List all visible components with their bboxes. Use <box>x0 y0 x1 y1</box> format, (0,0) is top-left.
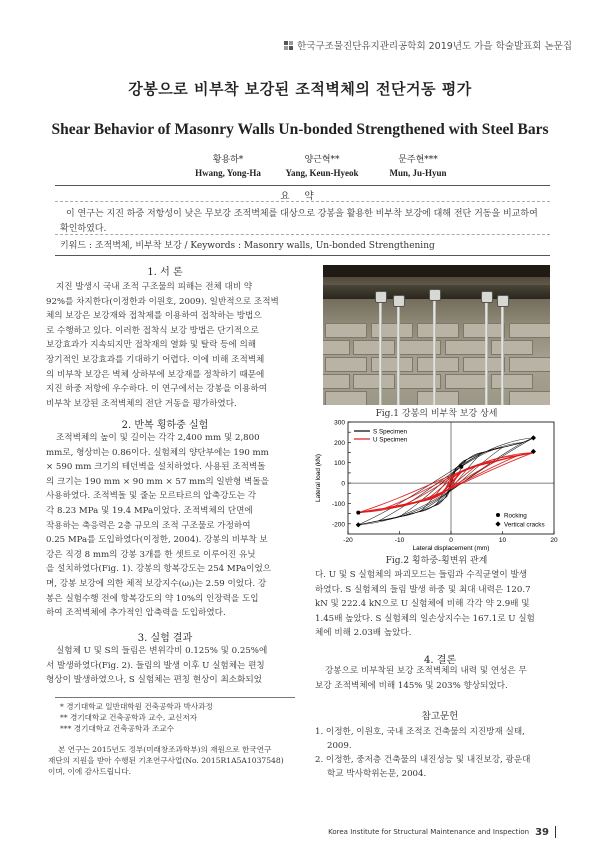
legend-rocking-icon <box>496 513 500 517</box>
s3-line: 서 발생하였다(Fig. 2). 들림의 발생 이후 U 실험체는 편칭 <box>46 660 265 671</box>
s3c-line: 1.45배 높았다. S 실험체의 일손상지수는 167.1로 U 실험 <box>315 613 535 624</box>
legend-vcrack-label: Vertical cracks <box>504 521 545 529</box>
s1-line: 92%를 차지한다(이정한과 이원호, 2009). 일반적으로 조적벽 <box>46 296 279 307</box>
legend-label: S Specimen <box>373 428 407 436</box>
y-tick-label: 200 <box>334 439 345 447</box>
s2-line: 을 설치하였다(Fig. 1). 강봉의 항복강도는 254 MPa이었으 <box>46 564 272 575</box>
abstract-text: 이 연구는 지진 하중 저항성이 낮은 무보강 조적벽체를 대상으로 강봉을 활용한 비부착 보강에 대해 전단 거동을 비교하여 확인하였다. <box>60 209 538 234</box>
s2-line: 각 8.23 MPa 및 19.4 MPa이었다. 조적벽체의 단면에 <box>46 505 253 516</box>
y-tick-label: 100 <box>334 460 345 468</box>
fn-line: *** 경기대학교 건축공학과 조교수 <box>60 724 174 733</box>
section-1-body <box>46 280 296 411</box>
s2-line: 사용하였다. 조적벽돌 및 줄눈 모르타르의 압축강도는 각 <box>46 491 257 502</box>
footnotes <box>60 701 300 734</box>
s2-line: mm로, 형상비는 0.86이다. 실험체의 양단부에는 190 mm <box>46 447 269 458</box>
author-3 <box>358 152 478 178</box>
s1-line: 보강효과가 지속되지만 접착재의 열화 및 탈락 등에 의해 <box>46 340 257 351</box>
s3c-line: 체에 비해 2.03배 높았다. <box>315 628 412 639</box>
y-tick-label: 300 <box>334 419 345 427</box>
fig1-caption: Fig.1 강봉의 비부착 보강 상세 <box>375 409 498 419</box>
abstract-dashed-rule <box>55 201 550 202</box>
s2-line: 0.25 MPa를 도입하였다(이정한, 2004). 강봉의 비부착 보 <box>46 535 268 546</box>
x-tick-label: 10 <box>498 537 507 544</box>
section-4-heading: 4. 결론 <box>423 655 457 666</box>
section-2-body <box>46 431 296 621</box>
references-list <box>315 725 571 781</box>
author-2-ko: 양근혁** <box>304 155 340 165</box>
paper-title-english: Shear Behavior of Masonry Walls Un-bonded Strengthened with Steel Bars <box>51 121 549 138</box>
s3c-line: 다. U 및 S 실험체의 파괴모드는 들림과 수직균열이 발생 <box>315 570 528 580</box>
s2-line: 작용하는 축응력은 2층 규모의 조적 구조물로 가정하여 <box>46 520 251 531</box>
x-tick-label: 0 <box>449 537 453 544</box>
journal-header-text: 한국구조물진단유지관리공학회 2019년도 가을 학술발표회 논문집 <box>297 41 572 52</box>
s2-line: 봉은 실험수행 전에 항복강도의 약 10%의 인장력을 도입 <box>46 593 259 604</box>
ack-line: 재단의 지원을 받아 수행된 기초연구사업(No. 2015R1A5A1037548) <box>48 756 284 765</box>
paper-title-korean: 강봉으로 비부착 보강된 조적벽체의 전단거동 평가 <box>128 80 472 98</box>
s2-line: 조적벽체의 높이 및 길이는 각각 2,400 mm 및 2,800 <box>56 433 260 443</box>
y-tick-label: -100 <box>331 500 345 508</box>
section-3-body <box>46 644 296 688</box>
s2-line: 하여 조적벽체에 추가적인 압축력을 도입하였다. <box>46 608 226 619</box>
s1-line: 비부착 보강된 조적벽체의 전단 거동을 평가하였다. <box>46 398 237 409</box>
s3-line: 형상이 발생하였으나, S 실험체는 편칭 현상이 최소화되었 <box>46 675 262 686</box>
x-tick-label: -20 <box>343 537 353 544</box>
s1-line: 장기적인 보강효과를 기대하기 어렵다. 이에 비해 조적벽체 <box>46 354 265 365</box>
fig2-caption: Fig.2 횡하중-횡변위 관계 <box>385 556 488 566</box>
y-tick-label: -200 <box>331 521 345 529</box>
acknowledgement <box>48 744 298 777</box>
s2-line: 의 크기는 190 mm × 90 mm × 57 mm의 일반형 벽돌을 <box>46 476 269 487</box>
author-2-en: Yang, Keun-Hyeok <box>285 168 359 178</box>
page-footer <box>328 826 556 838</box>
rocking-marker <box>356 511 360 515</box>
s2-line: 며, 강봉 보강에 의한 체적 보강지수(ωⱼ)는 2.59 이었다. 강 <box>46 578 267 589</box>
s2-line: × 590 mm 크기의 테던벽을 설치하였다. 사용된 조적벽돌 <box>46 462 266 473</box>
reference-line: 학교 박사학위논문, 2004. <box>327 769 427 779</box>
abstract-top-rule <box>55 185 550 186</box>
section-4-body <box>315 664 571 693</box>
s3c-line: 하였다. S 실험체의 들림 발생 하중 및 최대 내력은 120.7 <box>315 584 531 595</box>
ack-line: 이며, 이에 감사드립니다. <box>48 767 132 776</box>
author-3-ko: 문주현*** <box>398 155 438 165</box>
legend-label: U Specimen <box>373 436 408 444</box>
keywords-bottom-rule <box>55 255 550 256</box>
s1-line: 지진 하중 저항에 우수하다. 이 연구에서는 강봉을 이용하여 <box>46 384 268 395</box>
author-1-en: Hwang, Yong-Ha <box>195 168 261 178</box>
x-tick-label: 20 <box>550 537 558 544</box>
s1-line: 지진 발생시 국내 조적 구조물의 피해는 전체 대비 약 <box>56 282 253 292</box>
section-2-heading: 2. 반복 횡하중 실험 <box>121 420 209 431</box>
section-3-heading: 3. 실험 결과 <box>137 633 193 644</box>
reference-line: 2. 이정한, 중저층 건축물의 내진성능 및 내진보강, 광운대 <box>315 755 531 765</box>
section-3-continued <box>315 568 571 641</box>
s1-line: 의 비부착 보강은 벽체 상하부에 보강재를 정착하기 때문에 <box>46 369 265 380</box>
fig2-chart <box>312 418 562 558</box>
footer-divider <box>555 826 556 838</box>
reference-line: 1. 이정한, 이원호, 국내 조적조 건축물의 지진방재 실태, <box>315 727 525 737</box>
legend-rocking-label: Rocking <box>504 512 527 520</box>
s4-line: 보강 조적벽체에 비해 145% 및 203% 향상되었다. <box>315 680 508 691</box>
author-1-ko: 황용하* <box>212 155 244 165</box>
reference-line: 2009. <box>327 741 352 751</box>
fig1-photo <box>323 265 550 405</box>
x-axis-label: Lateral displacement (mm) <box>412 545 490 552</box>
footer-institute: Korea Institute for Structural Maintenance and Inspection <box>328 828 530 836</box>
keywords-line: 키워드 : 조적벽체, 비부착 보강 / Keywords : Masonry walls, Un-bonded Strengthening <box>60 241 435 251</box>
y-tick-label: 0 <box>341 480 345 488</box>
s3-line: 실험체 U 및 S의 들림은 변위각비 0.125% 및 0.25%에 <box>56 646 268 656</box>
section-1-heading: 1. 서 론 <box>147 267 183 278</box>
y-axis-label: Lateral load (kN) <box>315 453 322 503</box>
x-tick-label: -10 <box>394 537 405 544</box>
ack-line: 본 연구는 2015년도 정부(미래창조과학부)의 재원으로 한국연구 <box>58 745 272 754</box>
s4-line: 강봉으로 비부착된 보강 조적벽체의 내력 및 연성은 무 <box>325 666 527 676</box>
s1-line: 로 수행하고 있다. 이러한 접착식 보강 방법은 단기적으로 <box>46 325 259 336</box>
s1-line: 체의 보강은 보강재와 접착제를 이용하여 접착하는 방법으 <box>46 311 262 322</box>
abstract-heading: 요 약 <box>280 191 320 202</box>
journal-header <box>284 38 572 52</box>
s2-line: 강은 직경 8 mm의 강봉 3개를 한 셋트로 이루어진 유닛 <box>46 549 256 560</box>
footnote-rule <box>55 697 295 698</box>
author-3-en: Mun, Ju-Hyun <box>389 168 447 178</box>
fn-line: ** 경기대학교 건축공학과 교수, 교신저자 <box>60 713 198 722</box>
page-number: 39 <box>535 826 549 838</box>
rocking-marker <box>459 465 463 469</box>
keywords-dashed-rule <box>55 234 550 235</box>
references-heading: 참고문헌 <box>421 711 459 722</box>
header-squares-icon <box>284 41 293 50</box>
s3c-line: kN 및 222.4 kN으로 U 실험체에 비해 각각 약 2.9배 및 <box>315 599 530 610</box>
fn-line: * 경기대학교 일반대학원 건축공학과 박사과정 <box>60 702 213 711</box>
